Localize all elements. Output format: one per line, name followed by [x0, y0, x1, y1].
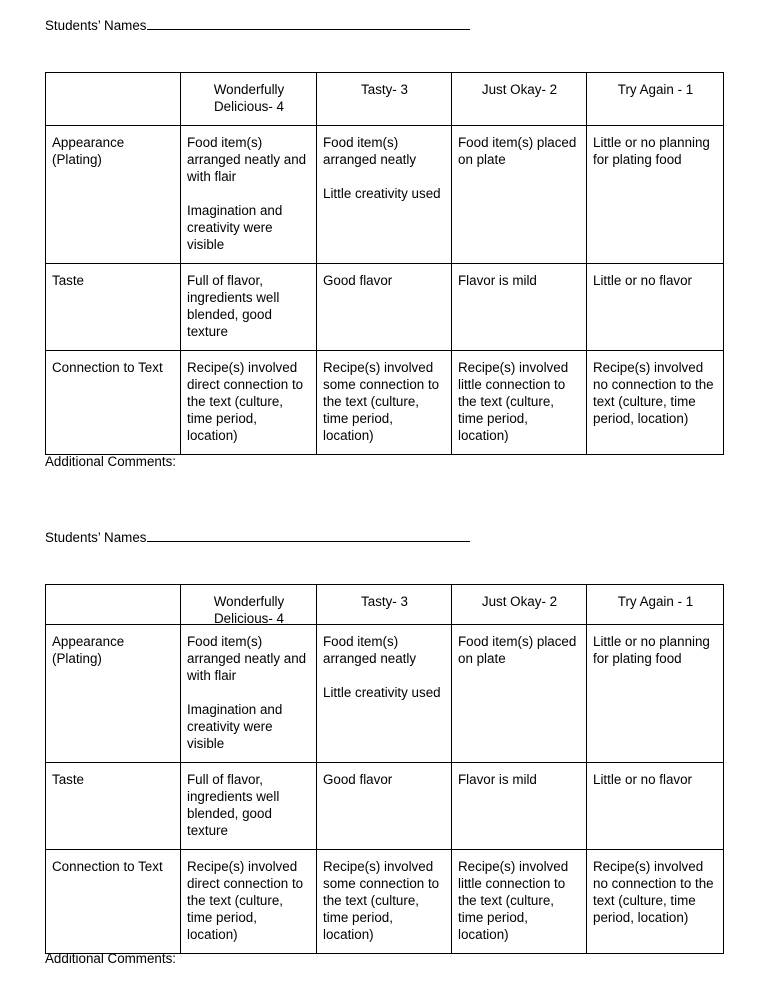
header-cell-4: Wonderfully Delicious- 4: [181, 73, 317, 126]
header-cell-1: Try Again - 1: [587, 585, 724, 625]
criterion-cell: Connection to Text: [46, 850, 181, 954]
rubric-cell: Little or no planning for plating food: [587, 126, 724, 264]
students-names-label: Students’ Names: [45, 530, 147, 545]
rubric-cell: Good flavor: [317, 264, 452, 351]
students-names-blank[interactable]: [147, 528, 470, 542]
rubric-cell: Recipe(s) involved little connection to the text (culture, time period, location): [452, 351, 587, 455]
rubric-cell: Little or no flavor: [587, 763, 724, 850]
rubric-cell: Food item(s) placed on plate: [452, 126, 587, 264]
rubric-cell: Recipe(s) involved no connection to the text (culture, time period, location): [587, 850, 724, 954]
header-cell-2: Just Okay- 2: [452, 73, 587, 126]
header-row: [46, 73, 724, 126]
rubric-cell: Flavor is mild: [452, 264, 587, 351]
table-row-connection: [46, 850, 724, 954]
students-names-label: Students’ Names: [45, 18, 147, 33]
rubric-cell: Recipe(s) involved direct connection to the text (culture, time period, location): [181, 351, 317, 455]
rubric-cell: Recipe(s) involved some connection to the text (culture, time period, location): [317, 351, 452, 455]
table-row-connection: [46, 351, 724, 455]
rubric-cell: Recipe(s) involved no connection to the text (culture, time period, location): [587, 351, 724, 455]
students-names-line: [45, 528, 470, 546]
criterion-cell: Taste: [46, 763, 181, 850]
students-names-line: [45, 16, 470, 34]
students-names-blank[interactable]: [147, 16, 470, 30]
header-cell-4: Wonderfully Delicious- 4: [181, 585, 317, 625]
rubric-cell: Flavor is mild: [452, 763, 587, 850]
criterion-cell: Connection to Text: [46, 351, 181, 455]
criterion-cell: Appearance (Plating): [46, 126, 181, 264]
additional-comments-label: Additional Comments:: [45, 454, 176, 469]
rubric-cell: Good flavor: [317, 763, 452, 850]
table-row-appearance: [46, 625, 724, 763]
rubric-cell: Food item(s) arranged neatly Little creativity used: [317, 625, 452, 763]
table-row-appearance: [46, 126, 724, 264]
header-cell-3: Tasty- 3: [317, 585, 452, 625]
rubric-table: [45, 584, 724, 954]
header-cell-1: Try Again - 1: [587, 73, 724, 126]
header-row: [46, 585, 724, 625]
rubric-table: [45, 72, 724, 455]
table-row-taste: [46, 763, 724, 850]
rubric-cell: Recipe(s) involved direct connection to the text (culture, time period, location): [181, 850, 317, 954]
header-cell-empty: [46, 585, 181, 625]
rubric-cell: Full of flavor, ingredients well blended, good texture: [181, 264, 317, 351]
rubric-cell: Recipe(s) involved some connection to the text (culture, time period, location): [317, 850, 452, 954]
rubric-cell: Little or no flavor: [587, 264, 724, 351]
criterion-cell: Appearance (Plating): [46, 625, 181, 763]
header-cell-empty: [46, 73, 181, 126]
rubric-cell: Food item(s) arranged neatly and with flair Imagination and creativity were visible: [181, 625, 317, 763]
rubric-cell: Little or no planning for plating food: [587, 625, 724, 763]
criterion-cell: Taste: [46, 264, 181, 351]
table-row-taste: [46, 264, 724, 351]
header-cell-3: Tasty- 3: [317, 73, 452, 126]
rubric-cell: Recipe(s) involved little connection to the text (culture, time period, location): [452, 850, 587, 954]
additional-comments-label: Additional Comments:: [45, 951, 176, 966]
header-cell-2: Just Okay- 2: [452, 585, 587, 625]
rubric-cell: Food item(s) arranged neatly Little creativity used: [317, 126, 452, 264]
rubric-cell: Food item(s) arranged neatly and with flair Imagination and creativity were visible: [181, 126, 317, 264]
rubric-cell: Food item(s) placed on plate: [452, 625, 587, 763]
rubric-cell: Full of flavor, ingredients well blended, good texture: [181, 763, 317, 850]
